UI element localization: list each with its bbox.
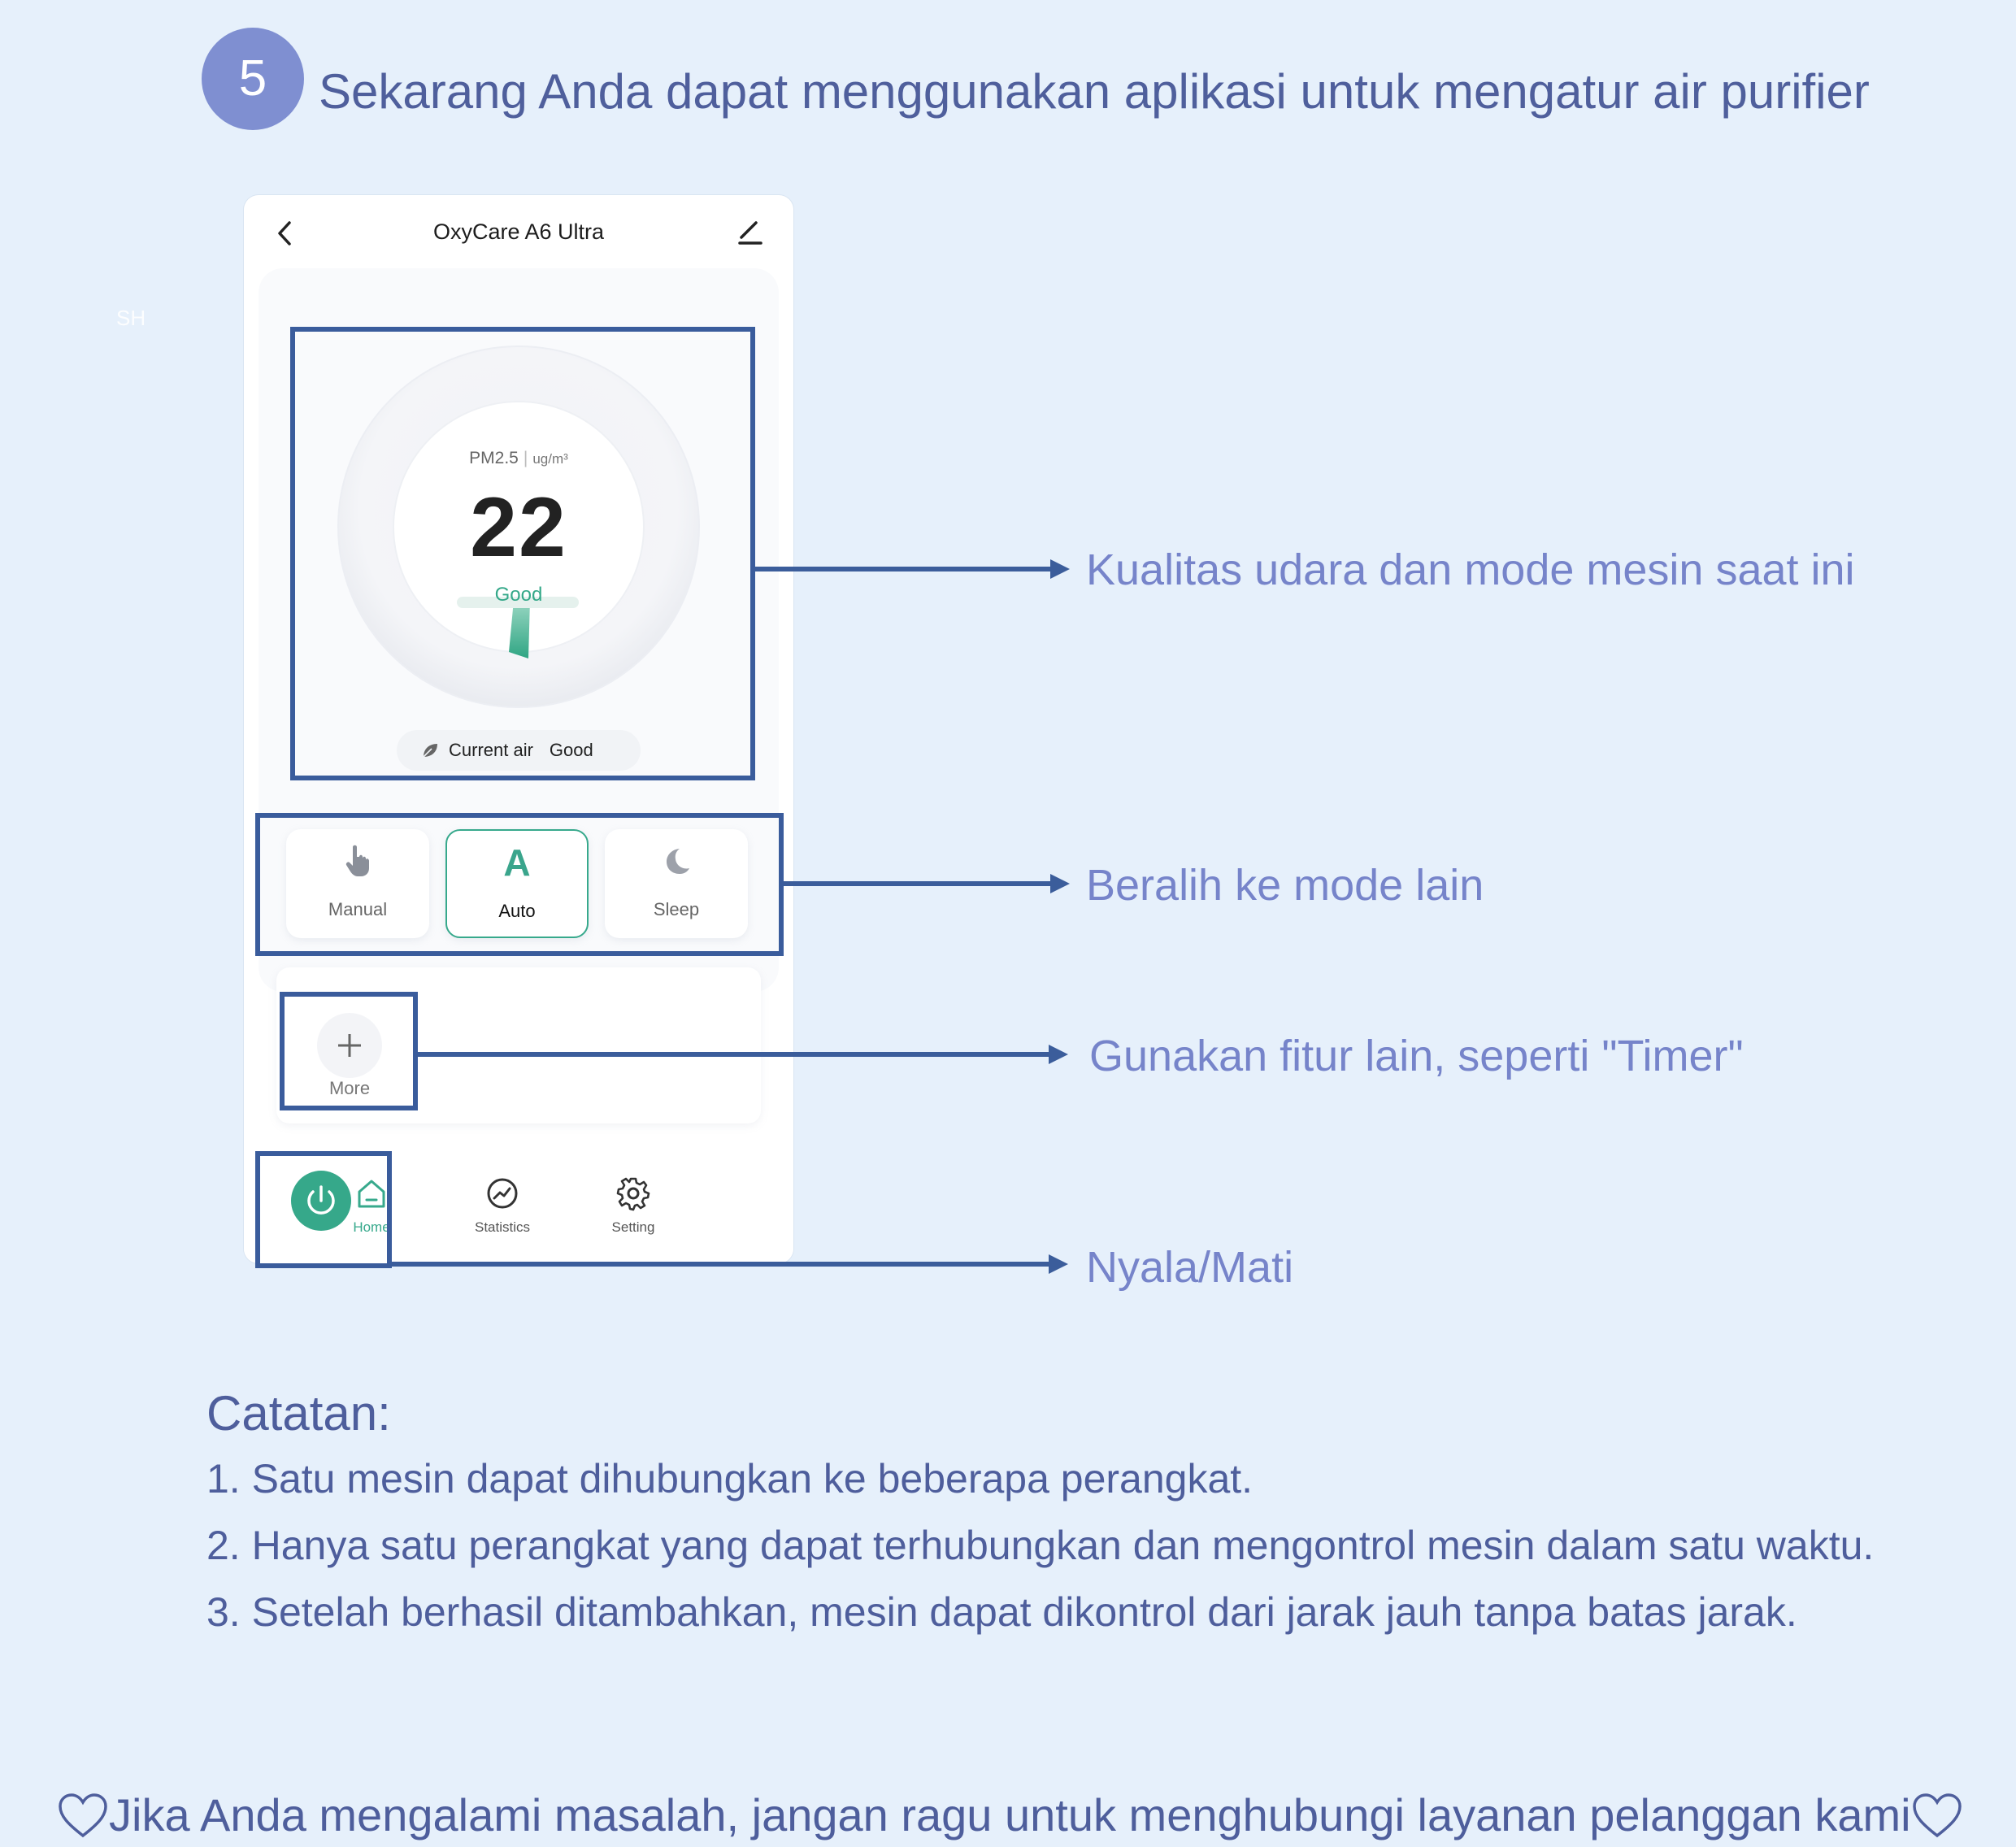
- nav-setting[interactable]: [580, 1176, 686, 1236]
- gear-icon: [615, 1176, 651, 1211]
- arrow-power: [392, 1262, 1050, 1267]
- arrow-modes: [784, 881, 1052, 886]
- heart-icon: [1911, 1792, 1963, 1839]
- arrow-air-quality: [755, 567, 1052, 571]
- pm-unit: ug/m³: [532, 451, 568, 467]
- note-item: 3. Setelah berhasil ditambahkan, mesin dapat dikontrol dari jarak jauh tanpa batas jarak.: [206, 1589, 1797, 1635]
- heart-icon: [57, 1792, 109, 1839]
- footer-text: Jika Anda mengalami masalah, jangan ragu untuk menghubungi layanan pelanggan kami: [109, 1789, 1911, 1840]
- highlight-power: [255, 1151, 392, 1268]
- highlight-modes: [255, 813, 784, 956]
- arrow-more: [418, 1052, 1050, 1057]
- letter-a-icon: A: [503, 841, 531, 884]
- current-air-value: Good: [549, 740, 593, 760]
- nav-home-label: Home: [353, 1219, 390, 1235]
- pm-value: 22: [470, 480, 567, 575]
- step-title: Sekarang Anda dapat menggunakan aplikasi untuk mengatur air purifier: [319, 64, 1870, 119]
- current-air-label: Current air: [449, 740, 533, 760]
- note-item: 1. Satu mesin dapat dihubungkan ke beberapa perangkat.: [206, 1456, 1253, 1502]
- mode-label: Auto: [498, 901, 536, 921]
- annotation-other-features: Gunakan fitur lain, seperti "Timer": [1089, 1032, 1744, 1080]
- pm-status: Good: [494, 584, 543, 606]
- annotation-air-quality: Kualitas udara dan mode mesin saat ini: [1086, 545, 1855, 594]
- nav-statistics[interactable]: [450, 1176, 555, 1236]
- pm-caption: PM2.5 | ug/m³: [469, 449, 568, 467]
- mode-label: Manual: [328, 899, 388, 919]
- statistics-icon: [484, 1176, 520, 1211]
- annotation-switch-mode: Beralih ke mode lain: [1086, 861, 1484, 910]
- nav-setting-label: Setting: [611, 1219, 655, 1235]
- nav-statistics-label: Statistics: [474, 1219, 531, 1235]
- notes-title: Catatan:: [206, 1386, 391, 1441]
- highlight-more: [280, 992, 418, 1110]
- note-item: 2. Hanya satu perangkat yang dapat terhubungkan dan mengontrol mesin dalam satu waktu.: [206, 1523, 1875, 1568]
- pm-label: PM2.5: [469, 449, 519, 467]
- step-number-badge: 5: [202, 28, 304, 130]
- footer-message: [57, 1788, 1963, 1841]
- highlight-air-quality: [290, 327, 755, 780]
- mode-label: Sleep: [653, 899, 700, 919]
- annotation-power: Nyala/Mati: [1086, 1243, 1294, 1292]
- watermark: SH: [116, 306, 146, 330]
- more-label: More: [328, 1078, 371, 1098]
- device-name: OxyCare A6 Ultra: [432, 219, 605, 244]
